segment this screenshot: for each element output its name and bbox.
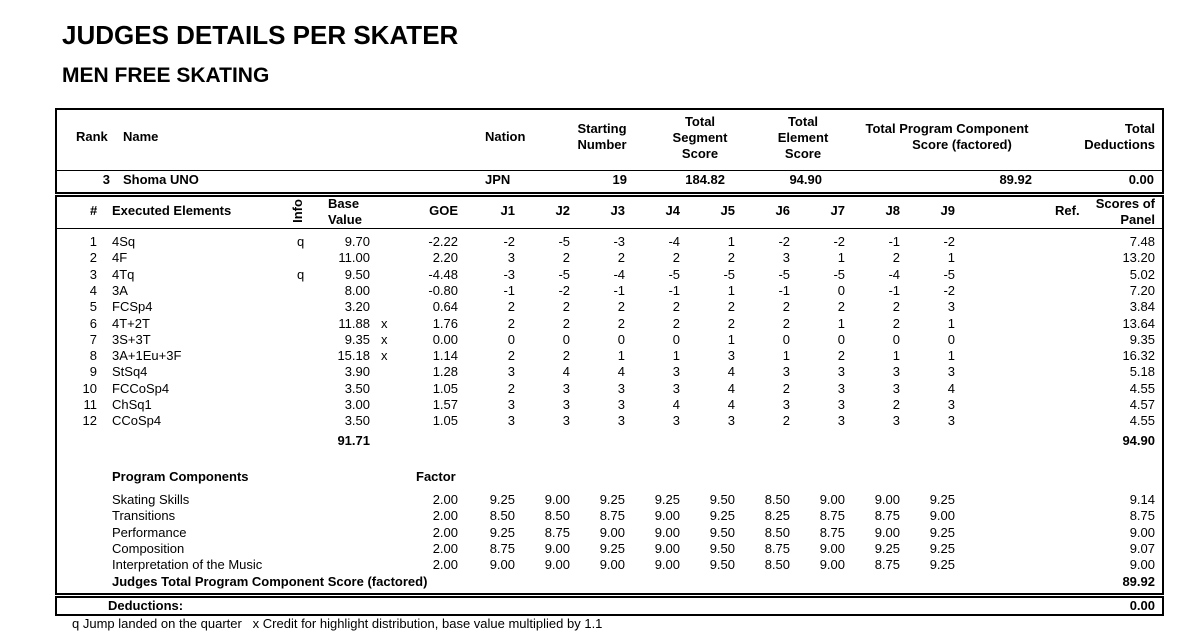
judge-component-score: 8.50 <box>764 492 790 507</box>
judge-score: 0 <box>562 331 570 347</box>
judge-score: 4 <box>617 364 625 380</box>
component-factor: 2.00 <box>432 557 458 573</box>
judge-score: 3 <box>782 397 790 412</box>
judge-header-8: J8 <box>885 203 900 218</box>
judge-component-score: 9.00 <box>874 524 900 540</box>
element-base-value: 3.50 <box>344 380 370 396</box>
element-goe: 2.20 <box>432 250 458 266</box>
judge-component-score: 9.25 <box>489 524 515 540</box>
skater-pcs: 89.92 <box>999 172 1032 187</box>
judge-header-4: J4 <box>665 203 680 218</box>
total-segment-score-header: Total Segment Score <box>672 114 728 161</box>
element-goe: 1.14 <box>432 348 458 364</box>
judge-score: -1 <box>668 282 680 298</box>
starting-number-header: Starting Number <box>577 121 627 152</box>
judge-score: 2 <box>837 348 845 364</box>
judge-score: 4 <box>727 364 735 380</box>
judge-component-score: 8.75 <box>489 540 515 556</box>
element-name: ChSq1 <box>112 397 152 412</box>
judge-component-score: 9.25 <box>654 492 680 507</box>
judge-score: 1 <box>727 282 735 298</box>
judge-score: 3 <box>507 250 515 266</box>
element-base-value: 3.90 <box>344 364 370 380</box>
judge-score: 3 <box>617 380 625 396</box>
judge-score: 2 <box>562 315 570 331</box>
judge-score: -1 <box>778 282 790 298</box>
num-header: # <box>90 203 98 218</box>
element-number: 6 <box>89 315 97 331</box>
judge-score: 1 <box>947 315 955 331</box>
elements-header-divider <box>57 228 1162 229</box>
judge-score: -1 <box>888 282 900 298</box>
judge-component-score: 9.50 <box>709 524 735 540</box>
judge-score: 3 <box>727 348 735 364</box>
judge-component-score: 9.25 <box>929 492 955 507</box>
skater-tes: 94.90 <box>789 172 822 187</box>
judge-component-score: 9.00 <box>544 492 570 507</box>
rank-header: Rank <box>76 129 108 144</box>
judge-component-score: 9.25 <box>929 540 955 556</box>
judge-score: 2 <box>892 250 900 266</box>
judge-score: 2 <box>892 397 900 412</box>
element-number: 12 <box>82 413 97 429</box>
judge-score: 3 <box>947 299 955 315</box>
judge-score: 2 <box>562 299 570 315</box>
element-base-value: 9.35 <box>344 331 370 347</box>
judge-score: -5 <box>558 234 570 249</box>
element-number: 1 <box>89 234 97 249</box>
judge-score: 2 <box>892 299 900 315</box>
deductions-label: Deductions: <box>108 598 184 613</box>
judge-score: 2 <box>507 348 515 364</box>
judge-component-score: 9.00 <box>544 557 570 573</box>
judge-score: 1 <box>672 348 680 364</box>
element-base-value: 11.88 <box>338 315 370 331</box>
judge-component-score: 9.00 <box>874 492 900 507</box>
judge-header-6: J6 <box>775 203 790 218</box>
element-base-value: 15.18 <box>337 348 370 364</box>
element-base-value: 3.50 <box>344 413 370 429</box>
element-number: 11 <box>83 397 97 412</box>
judge-score: -1 <box>888 234 900 249</box>
element-name: 3A <box>112 282 128 298</box>
element-panel-score: 13.20 <box>1122 250 1155 266</box>
judge-score: 1 <box>837 315 845 331</box>
element-number: 7 <box>89 331 97 347</box>
judge-score: 3 <box>837 413 845 429</box>
element-name: 4Tq <box>112 266 135 282</box>
element-info: q <box>297 234 305 249</box>
judge-score: 1 <box>892 348 900 364</box>
name-header: Name <box>123 129 159 144</box>
judge-score: 3 <box>672 380 680 396</box>
judge-score: 2 <box>782 299 790 315</box>
judge-score: 3 <box>507 397 515 412</box>
judge-score: 2 <box>727 250 735 266</box>
judge-component-score: 8.50 <box>489 508 515 524</box>
judge-header-2: J2 <box>555 203 570 218</box>
element-panel-score: 7.20 <box>1129 282 1155 298</box>
component-name: Composition <box>112 540 185 556</box>
judge-score: 2 <box>617 315 625 331</box>
judge-score: -2 <box>943 234 955 249</box>
element-goe: 1.28 <box>432 364 458 380</box>
footnote: q Jump landed on the quarter x Credit for highlight distribution, base value multiplied by 1.1 <box>72 616 603 631</box>
judge-header-3: J3 <box>610 203 625 218</box>
element-panel-score: 3.84 <box>1129 299 1155 315</box>
element-base-value: 11.00 <box>338 250 370 266</box>
judge-score: 2 <box>617 250 625 266</box>
judge-component-score: 9.00 <box>819 540 845 556</box>
judge-score: 0 <box>507 331 515 347</box>
element-base-value: 9.50 <box>344 266 370 282</box>
judge-component-score: 9.25 <box>599 492 625 507</box>
judge-score: 3 <box>837 397 845 412</box>
judge-score: 2 <box>562 348 570 364</box>
judge-score: -4 <box>668 234 680 249</box>
judge-score: -5 <box>943 266 955 282</box>
judge-component-score: 9.50 <box>709 557 735 573</box>
judge-score: 2 <box>727 299 735 315</box>
judge-score: 3 <box>782 250 790 266</box>
component-factor: 2.00 <box>432 540 458 556</box>
judge-score: 1 <box>837 250 845 266</box>
judge-score: 2 <box>892 315 900 331</box>
element-goe: 1.05 <box>432 413 458 429</box>
judge-score: -4 <box>888 266 900 282</box>
judge-score: 3 <box>892 413 900 429</box>
component-panel-score: 9.07 <box>1129 540 1155 556</box>
judge-score: 4 <box>562 364 570 380</box>
judge-score: 3 <box>507 364 515 380</box>
component-panel-score: 8.75 <box>1129 508 1155 524</box>
element-goe: 1.05 <box>432 380 458 396</box>
component-name: Interpretation of the Music <box>112 557 263 573</box>
element-name: CCoSp4 <box>112 413 162 429</box>
judge-component-score: 9.00 <box>929 508 955 524</box>
judge-component-score: 9.25 <box>599 540 625 556</box>
judge-score: -2 <box>503 234 515 249</box>
page-subtitle: MEN FREE SKATING <box>62 64 270 87</box>
judge-component-score: 9.25 <box>874 540 900 556</box>
element-goe: 0.64 <box>432 299 458 315</box>
judge-score: 1 <box>727 331 735 347</box>
judge-component-score: 8.75 <box>764 540 790 556</box>
judge-score: 4 <box>672 397 680 412</box>
judge-component-score: 9.00 <box>654 508 680 524</box>
component-factor: 2.00 <box>432 508 458 524</box>
judge-score: 0 <box>782 331 790 347</box>
component-panel-score: 9.00 <box>1129 524 1155 540</box>
element-name: 3A+1Eu+3F <box>112 348 182 364</box>
judge-score: -3 <box>613 234 625 249</box>
judge-score: 1 <box>947 250 955 266</box>
element-goe: 0.00 <box>432 331 458 347</box>
judge-score: -1 <box>503 282 515 298</box>
total-deductions-header: Total Deductions <box>1084 121 1155 152</box>
element-info: q <box>297 266 305 282</box>
judge-score: 2 <box>672 299 680 315</box>
element-goe: -2.22 <box>428 234 458 249</box>
judge-score: 2 <box>672 315 680 331</box>
judge-component-score: 9.50 <box>709 492 735 507</box>
judge-score: -4 <box>613 266 625 282</box>
judge-header-7: J7 <box>830 203 845 218</box>
element-base-value: 8.00 <box>344 282 370 298</box>
judge-score: 3 <box>727 413 735 429</box>
component-factor: 2.00 <box>432 492 458 507</box>
element-name: StSq4 <box>112 364 148 380</box>
component-panel-score: 9.14 <box>1129 492 1155 507</box>
judge-score: 0 <box>617 331 625 347</box>
pcs-total-label: Judges Total Program Component Score (factored) <box>112 574 428 589</box>
base-value-header: Base Value <box>328 196 362 227</box>
executed-elements-header: Executed Elements <box>112 203 232 218</box>
judge-score: 2 <box>782 413 790 429</box>
judge-component-score: 9.25 <box>929 524 955 540</box>
judge-score: 3 <box>562 413 570 429</box>
judge-score: 2 <box>672 250 680 266</box>
judge-score: 3 <box>892 380 900 396</box>
judge-component-score: 8.50 <box>544 508 570 524</box>
judge-header-5: J5 <box>720 203 735 218</box>
judge-score: 2 <box>507 315 515 331</box>
element-bonus-marker: x <box>381 315 388 331</box>
judge-score: 3 <box>892 364 900 380</box>
skater-starting-number: 19 <box>612 172 627 187</box>
skater-deductions: 0.00 <box>1128 172 1154 187</box>
judge-score: -2 <box>943 282 955 298</box>
judge-score: 3 <box>672 364 680 380</box>
judge-score: 3 <box>507 413 515 429</box>
judge-score: -2 <box>833 234 845 249</box>
skater-nation: JPN <box>485 172 511 187</box>
judge-score: 0 <box>837 331 845 347</box>
element-panel-score: 13.64 <box>1122 315 1155 331</box>
judge-component-score: 9.00 <box>599 524 625 540</box>
judge-component-score: 8.50 <box>764 524 790 540</box>
deductions-value: 0.00 <box>1129 598 1155 613</box>
element-panel-score: 5.18 <box>1129 364 1155 380</box>
component-name: Performance <box>112 524 187 540</box>
element-name: 4Sq <box>112 234 136 249</box>
judge-score: 3 <box>562 380 570 396</box>
element-base-value: 9.70 <box>344 234 370 249</box>
element-panel-score: 9.35 <box>1129 331 1155 347</box>
element-panel-score: 4.55 <box>1129 380 1155 396</box>
judge-score: 3 <box>947 413 955 429</box>
judge-component-score: 8.75 <box>874 508 900 524</box>
judge-score: 4 <box>947 380 955 396</box>
judge-component-score: 9.25 <box>489 492 515 507</box>
component-name: Skating Skills <box>112 492 190 507</box>
judge-score: 3 <box>837 364 845 380</box>
judge-score: -1 <box>613 282 625 298</box>
component-name: Transitions <box>112 508 176 524</box>
element-number: 8 <box>89 348 97 364</box>
judge-score: 0 <box>837 282 845 298</box>
element-goe: 1.76 <box>432 315 458 331</box>
judge-score: 3 <box>782 364 790 380</box>
judge-component-score: 9.00 <box>654 524 680 540</box>
element-goe: -0.80 <box>428 282 458 298</box>
judge-score: 2 <box>562 250 570 266</box>
judge-score: 1 <box>727 234 735 249</box>
info-header: Info <box>290 199 305 223</box>
header-divider <box>57 170 1162 171</box>
judge-score: 2 <box>507 299 515 315</box>
total-element-score-header: Total Element Score <box>777 114 829 161</box>
total-elements-score: 94.90 <box>1122 433 1155 448</box>
pcs-total-value: 89.92 <box>1122 574 1155 589</box>
judge-score: 2 <box>617 299 625 315</box>
component-factor: 2.00 <box>432 524 458 540</box>
judge-score: 3 <box>672 413 680 429</box>
judge-component-score: 8.25 <box>764 508 790 524</box>
judge-component-score: 8.75 <box>874 557 900 573</box>
element-panel-score: 7.48 <box>1129 234 1155 249</box>
element-name: 4F <box>112 250 128 266</box>
goe-header: GOE <box>429 203 458 218</box>
deductions-box <box>55 596 1164 616</box>
element-bonus-marker: x <box>381 348 388 364</box>
judge-score: -2 <box>778 234 790 249</box>
judge-component-score: 8.75 <box>544 524 570 540</box>
judge-score: 3 <box>837 380 845 396</box>
element-base-value: 3.20 <box>344 299 370 315</box>
judge-score: 2 <box>837 299 845 315</box>
element-goe: 1.57 <box>432 397 458 412</box>
element-number: 10 <box>82 380 97 396</box>
element-number: 2 <box>89 250 97 266</box>
judge-score: -2 <box>558 282 570 298</box>
element-number: 5 <box>89 299 97 315</box>
judge-component-score: 9.00 <box>819 557 845 573</box>
element-name: FCSp4 <box>112 299 153 315</box>
judge-component-score: 8.50 <box>764 557 790 573</box>
judge-score: -5 <box>778 266 790 282</box>
judge-score: 0 <box>947 331 955 347</box>
element-panel-score: 4.55 <box>1129 413 1155 429</box>
element-panel-score: 5.02 <box>1129 266 1155 282</box>
judge-component-score: 9.00 <box>489 557 515 573</box>
judge-score: 3 <box>947 397 955 412</box>
judge-score: -3 <box>503 266 515 282</box>
judge-header-9: J9 <box>940 203 955 218</box>
element-number: 4 <box>89 282 97 298</box>
element-number: 3 <box>89 266 97 282</box>
page-title: JUDGES DETAILS PER SKATER <box>62 20 459 50</box>
judge-component-score: 9.50 <box>709 540 735 556</box>
judge-score: 4 <box>727 380 735 396</box>
judge-score: 1 <box>947 348 955 364</box>
judge-component-score: 9.00 <box>819 492 845 507</box>
judge-component-score: 9.00 <box>654 540 680 556</box>
judge-component-score: 8.75 <box>599 508 625 524</box>
total-program-component-header: Total Program Component Score (factored) <box>865 121 1029 152</box>
element-bonus-marker: x <box>381 331 388 347</box>
judge-score: 0 <box>892 331 900 347</box>
judge-score: -5 <box>668 266 680 282</box>
judge-component-score: 9.25 <box>929 557 955 573</box>
judge-score: -5 <box>558 266 570 282</box>
nation-header: Nation <box>485 129 526 144</box>
judge-component-score: 9.00 <box>599 557 625 573</box>
skater-name: Shoma UNO <box>123 172 199 187</box>
judge-score: 1 <box>617 348 625 364</box>
total-base-value: 91.71 <box>337 433 370 448</box>
judge-score: -5 <box>833 266 845 282</box>
judge-component-score: 8.75 <box>819 524 845 540</box>
judge-score: 0 <box>672 331 680 347</box>
judge-score: 2 <box>507 380 515 396</box>
judge-score: 2 <box>727 315 735 331</box>
judge-score: 1 <box>782 348 790 364</box>
scores-of-panel-header: Scores of Panel <box>1095 196 1155 227</box>
judge-component-score: 8.75 <box>819 508 845 524</box>
skater-rank: 3 <box>102 172 110 187</box>
factor-header: Factor <box>416 469 456 484</box>
judge-component-score: 9.00 <box>654 557 680 573</box>
ref-header: Ref. <box>1055 203 1080 218</box>
judge-score: 2 <box>782 380 790 396</box>
judge-score: 3 <box>617 413 625 429</box>
judge-component-score: 9.00 <box>544 540 570 556</box>
judge-score: 3 <box>617 397 625 412</box>
component-panel-score: 9.00 <box>1129 557 1155 573</box>
element-number: 9 <box>89 364 97 380</box>
element-goe: -4.48 <box>428 266 458 282</box>
element-name: 4T+2T <box>112 315 150 331</box>
element-panel-score: 4.57 <box>1129 397 1155 412</box>
element-name: FCCoSp4 <box>112 380 170 396</box>
judge-score: -5 <box>723 266 735 282</box>
judge-component-score: 9.25 <box>709 508 735 524</box>
judge-score: 4 <box>727 397 735 412</box>
judge-score: 3 <box>947 364 955 380</box>
judge-score: 3 <box>562 397 570 412</box>
judge-score: 2 <box>782 315 790 331</box>
element-panel-score: 16.32 <box>1122 348 1155 364</box>
program-components-header: Program Components <box>112 469 249 484</box>
skater-tss: 184.82 <box>685 172 725 187</box>
judge-header-1: J1 <box>500 203 515 218</box>
element-name: 3S+3T <box>112 331 151 347</box>
element-base-value: 3.00 <box>344 397 370 412</box>
